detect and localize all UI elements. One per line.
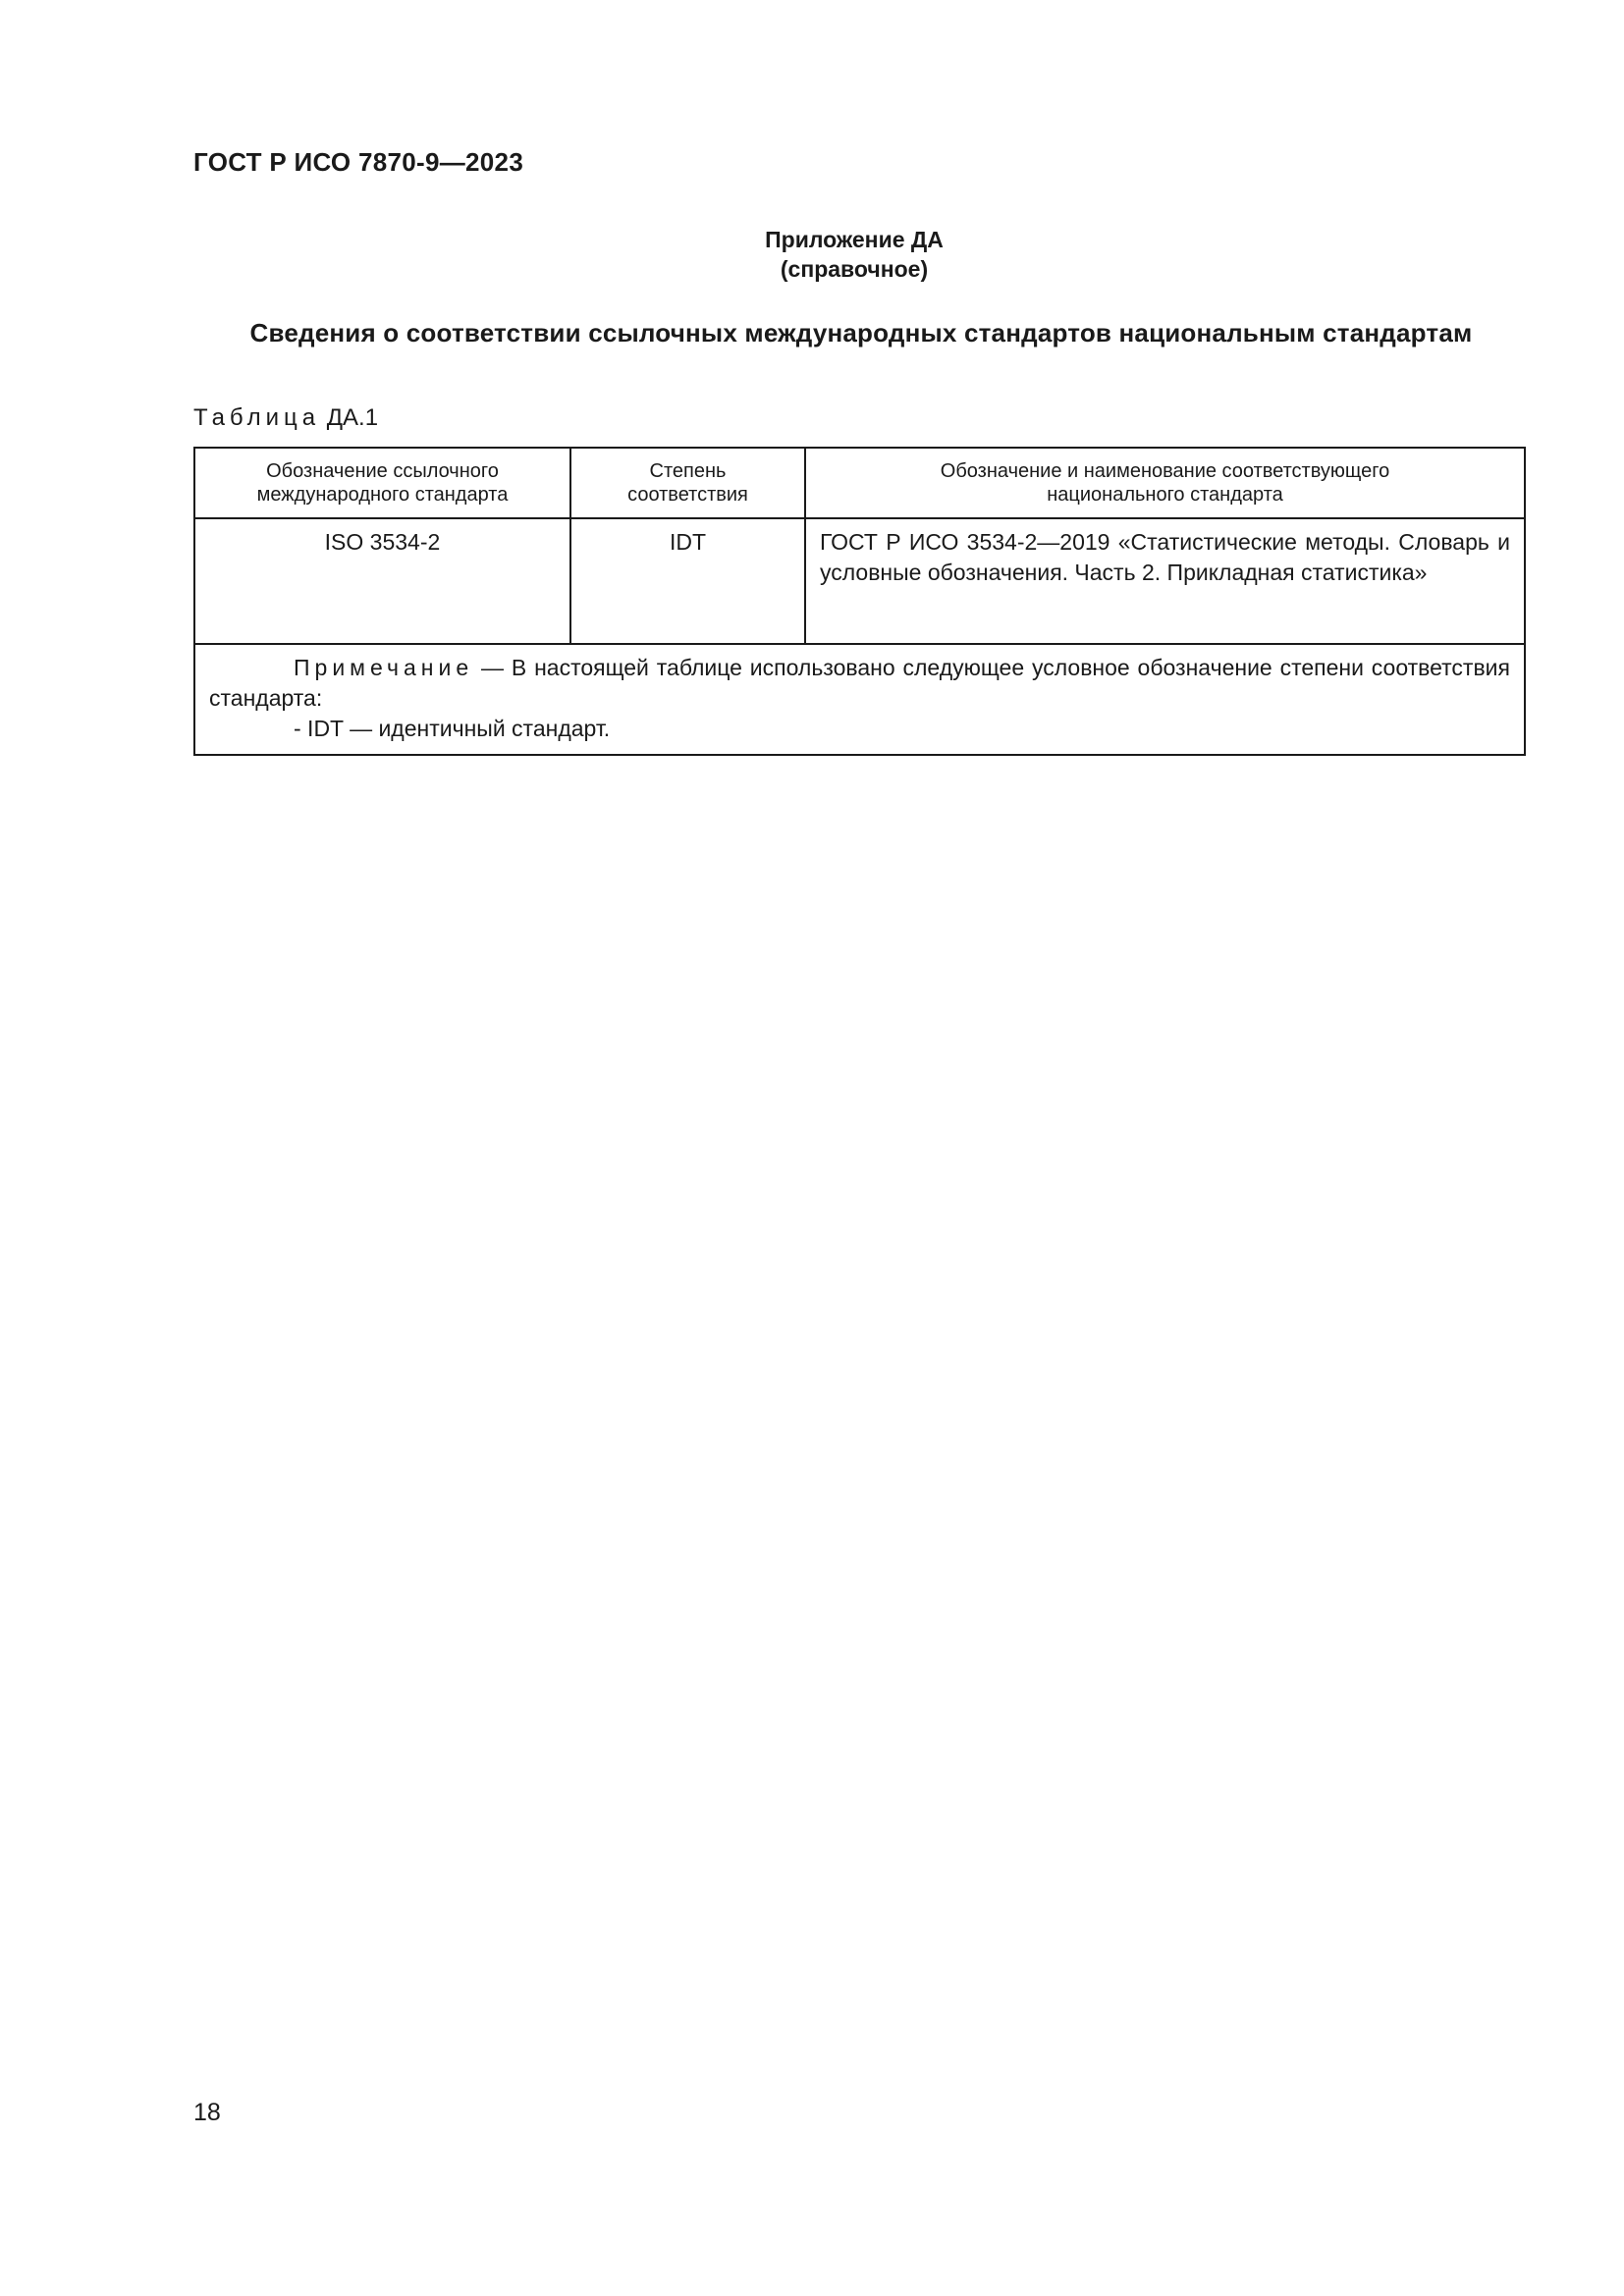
table-caption-id: ДА.1	[326, 404, 379, 431]
column-header-degree	[570, 448, 805, 518]
note-paragraph	[209, 653, 1510, 714]
cell-degree-of-correspondence: IDT	[570, 518, 805, 644]
table-caption-word: Таблица	[193, 404, 321, 431]
table-caption	[193, 404, 378, 432]
appendix-heading	[0, 225, 1624, 284]
column-header-line: международного стандарта	[256, 484, 509, 506]
document-header: ГОСТ Р ИСО 7870-9—2023	[193, 147, 524, 177]
cell-international-standard: ISO 3534-2	[194, 518, 570, 644]
page-number: 18	[193, 2099, 221, 2126]
note-text: — В настоящей таблице использовано следующее условное обозначение степени соответствия стандарта:	[209, 655, 1510, 711]
note-label: Примечание	[294, 655, 474, 680]
column-header-line: Обозначение ссылочного	[266, 460, 499, 482]
note-list-item: - IDT — идентичный стандарт.	[294, 716, 611, 741]
column-header-line: национального стандарта	[1047, 484, 1283, 506]
table-header-row	[194, 448, 1525, 518]
table-note	[194, 644, 1525, 755]
column-header-line: Степень	[649, 460, 727, 482]
section-title: Сведения о соответствии ссылочных международных стандартов национальным стандартам	[249, 318, 1473, 347]
column-header-international	[194, 448, 570, 518]
column-header-line: Обозначение и наименование соответствующего	[940, 460, 1390, 482]
table-row	[194, 518, 1525, 644]
column-header-line: соответствия	[627, 484, 748, 506]
appendix-subtitle: (справочное)	[780, 256, 929, 282]
column-header-national	[805, 448, 1525, 518]
standards-table	[193, 447, 1526, 756]
table-note-row	[194, 644, 1525, 755]
cell-national-standard: ГОСТ Р ИСО 3534-2—2019 «Статистические методы. Словарь и условные обозначения. Часть 2. Прикладная статистика»	[805, 518, 1525, 644]
appendix-title: Приложение ДА	[765, 227, 944, 252]
